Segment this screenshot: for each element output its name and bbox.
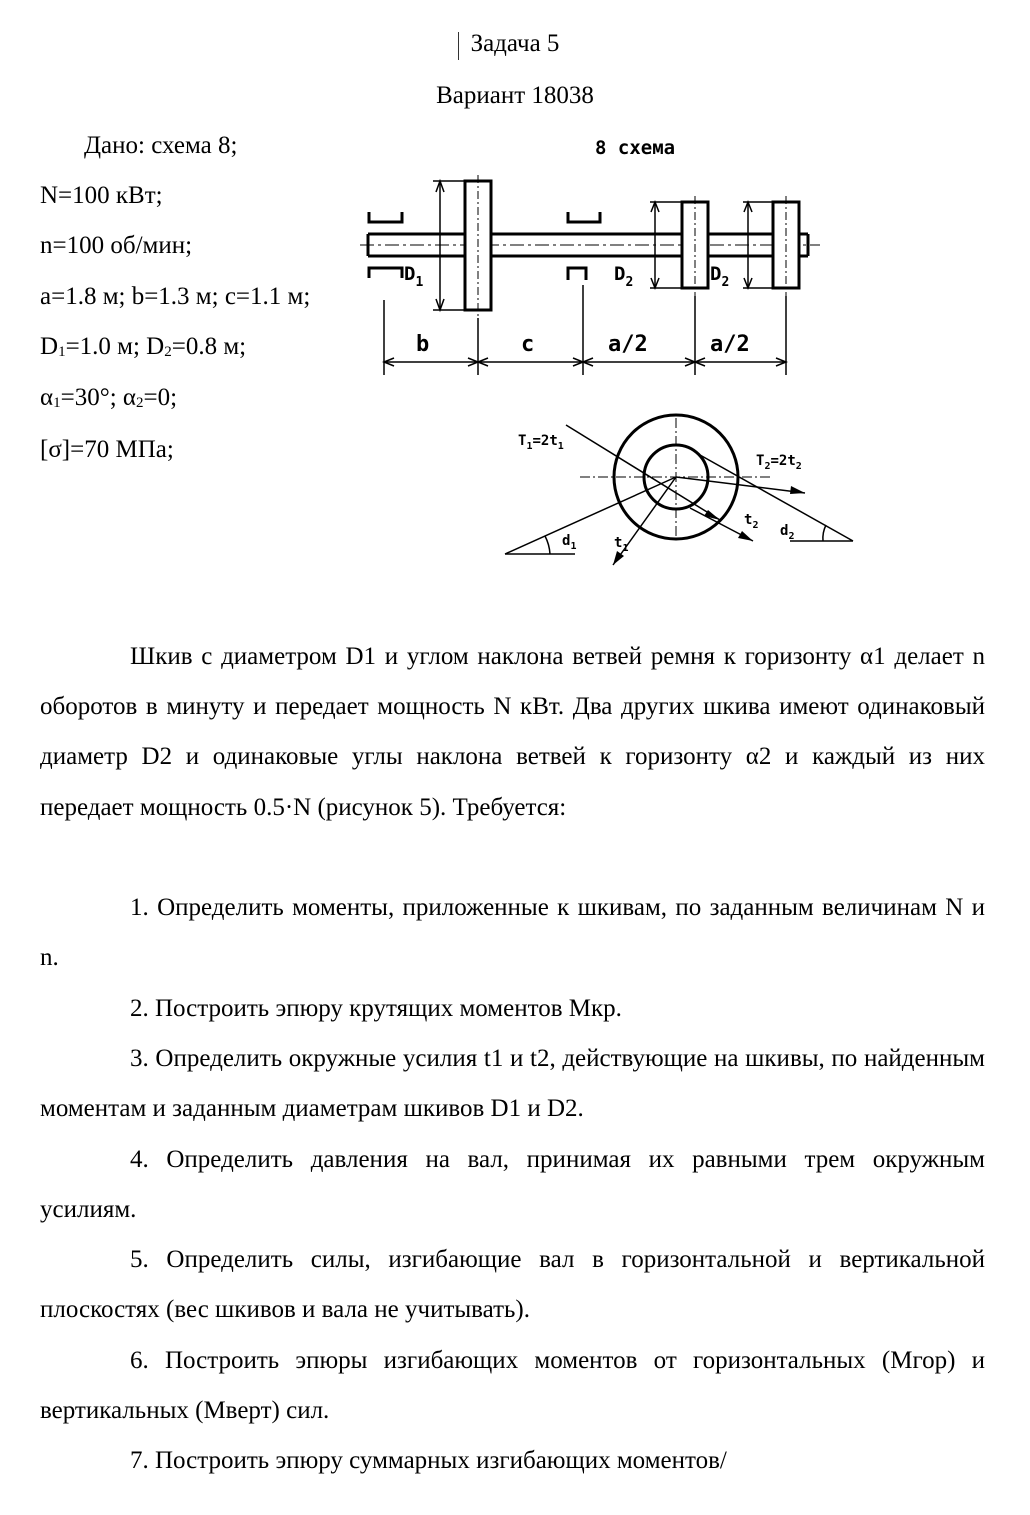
label-alpha1: $d_1$ [562,533,577,552]
paragraph-intro [40,632,985,833]
given-angles: $\alpha_1=30^\circ$; $\alpha_2=0$; [40,384,178,411]
label-t2: $t_2$ [744,512,759,531]
shaft-scheme-figure [0,0,1030,600]
task-item-4: 4. Определить давления на вал, принимая их равными трем окружным усилиям. [40,1146,985,1224]
dim-a2-second: a/2 [710,332,750,357]
label-d2-a: $D_2$ [614,263,634,290]
task-item-1: 1. Определить моменты, приложенные к шкивам, по заданным величинам N и n. [40,894,985,972]
given-lengths: a=1.8 м; b=1.3 м; c=1.1 м; [40,283,311,310]
task-item-5: 5. Определить силы, изгибающие вал в горизонтальной и вертикальной плоскостях (вес шкивов и вала не учитывать). [40,1246,985,1324]
task-item-3: 3. Определить окружные усилия t1 и t2, действующие на шкивы, по найденным моментам и заданным диаметрам шкивов D1 и D2. [40,1045,985,1123]
given-power: N=100 кВт; [40,182,163,209]
paragraph-intro-text: Шкив с диаметром D1 и углом наклона ветвей ремня к горизонту α1 делает n оборотов в минуту и передает мощность N кВт. Два других шкива имеют одинаковый диаметр D2 и одинаковые углы наклона ветвей к горизонту α2 и каждый из них передает мощность 0.5·N (рисунок 5). Требуется: [40,643,985,821]
task-title: Задача 5 [470,30,560,57]
length-dimensions [384,285,786,375]
label-T2: $T_2=2t_2$ [756,453,802,472]
scheme-title: 8 схема [595,137,676,159]
bearing-middle [568,212,600,280]
label-d2-b: $D_2$ [710,263,730,290]
label-d1: $D_1$ [404,263,424,290]
label-alpha2: $d_2$ [780,523,795,542]
given-stress: [σ]=70 МПа; [40,436,174,463]
task-item-2: 2. Построить эпюру крутящих моментов Mкр. [130,995,622,1022]
task-item-7: 7. Построить эпюру суммарных изгибающих моментов/ [130,1447,727,1474]
given-scheme: Дано: схема 8; [84,132,238,159]
given-diameters: $D_1=1.0$ м; $D_2=0.8$ м; [40,333,247,360]
label-T1: $T_1=2t_1$ [518,433,564,452]
task-item-6: 6. Построить эпюры изгибающих моментов от горизонтальных (Mгор) и вертикальных (Mверт) сил. [40,1347,985,1425]
variant-title: Вариант 18038 [436,82,594,109]
dim-a2-first: a/2 [608,332,648,357]
dim-c: c [521,332,535,357]
given-rpm: n=100 об/мин; [40,232,193,259]
label-t1: $t_1$ [614,535,629,554]
dim-b: b [416,332,430,357]
